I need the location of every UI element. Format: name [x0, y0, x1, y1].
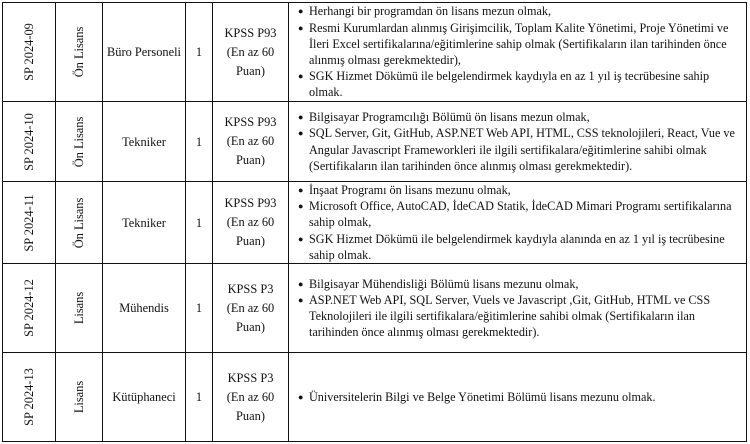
position-code: SP 2024-13 [22, 368, 36, 426]
bullet-icon: ● [298, 278, 304, 289]
requirement-item [298, 125, 740, 174]
requirement-item [298, 109, 740, 125]
bullet-icon: ● [298, 112, 304, 123]
position-title: Tekniker [103, 182, 186, 264]
job-listing-table-body [3, 3, 747, 442]
table-row [3, 353, 747, 442]
education-level: Lisans [72, 291, 86, 325]
requirements-list [298, 182, 740, 263]
education-level-cell [56, 102, 103, 182]
position-count: 1 [186, 102, 213, 182]
score-requirement-cell [213, 3, 289, 102]
score-minimum-line1: (En az 60 [226, 134, 275, 148]
requirement-item [298, 198, 740, 230]
requirements-list [298, 276, 740, 341]
score-minimum-line2: Puan) [236, 63, 265, 78]
position-title: Büro Personeli [103, 3, 186, 102]
bullet-icon: ● [298, 22, 304, 33]
requirement-text: Bilgisayar Mühendisliği Bölümü lisans mezunu olmak, [309, 276, 579, 291]
position-code-cell [3, 264, 56, 353]
score-minimum-line2: Puan) [236, 234, 265, 248]
table-row [3, 3, 747, 102]
position-code-cell [3, 3, 56, 102]
position-count: 1 [186, 264, 213, 353]
requirements-cell [289, 3, 747, 102]
education-level-cell [56, 353, 103, 442]
requirement-item [298, 292, 740, 341]
requirements-cell [289, 353, 747, 442]
requirement-text: İnşaat Programı ön lisans mezunu olmak, [309, 183, 511, 197]
requirement-text: Bilgisayar Programcılığı Bölümü ön lisans mezun olmak, [309, 110, 590, 125]
education-level-cell [56, 264, 103, 353]
requirement-item [298, 20, 740, 69]
requirement-item [298, 182, 740, 198]
bullet-icon: ● [298, 233, 304, 244]
requirement-text: Herhangi bir programdan ön lisans mezun olmak, [309, 4, 551, 19]
position-title: Kütüphaneci [103, 353, 186, 442]
requirements-cell [289, 264, 747, 353]
table-row [3, 182, 747, 264]
education-level: Lisans [72, 380, 86, 414]
requirement-text: Microsoft Office, AutoCAD, İdeCAD Statik, İdeCAD Mimari Programı sertifikalarına sahip olmak, [309, 199, 732, 230]
education-level: Ön Lisans [72, 26, 86, 78]
requirement-item [298, 389, 740, 405]
requirement-text: SGK Hizmet Dökümü ile belgelendirmek kaydıyla alanında en az 1 yıl iş tecrübesine sahip olmak. [309, 231, 725, 262]
score-minimum-line2: Puan) [236, 153, 265, 167]
bullet-icon: ● [298, 391, 304, 402]
score-minimum-line2: Puan) [236, 319, 265, 334]
score-requirement-cell [213, 353, 289, 442]
score-requirement-cell [213, 102, 289, 182]
position-count: 1 [186, 3, 213, 102]
score-minimum-line1: (En az 60 [226, 215, 275, 229]
position-count: 1 [186, 182, 213, 264]
position-code-cell [3, 102, 56, 182]
position-code: SP 2024-11 [22, 193, 36, 252]
education-level-cell [56, 3, 103, 102]
requirements-cell [289, 102, 747, 182]
position-code-cell [3, 353, 56, 442]
requirement-item [298, 3, 740, 19]
score-exam-type: KPSS P3 [227, 370, 274, 385]
position-code: SP 2024-12 [22, 279, 36, 337]
education-level-cell [56, 182, 103, 264]
table-row [3, 264, 747, 353]
requirements-list [298, 3, 740, 100]
requirement-text: Resmi Kurumlardan alınmış Girişimcilik, Toplam Kalite Yönetimi, Proje Yönetimi ve İleri Excel sertifikalarına/eğitimlerine sahip olmak (Sertifikaların ilan tarihinden önce alınmış olması gerekmektedir), [309, 20, 729, 67]
position-code: SP 2024-09 [22, 23, 36, 81]
requirements-cell [289, 182, 747, 264]
requirements-list [298, 389, 740, 405]
bullet-icon: ● [298, 294, 304, 305]
score-minimum-line1: (En az 60 [226, 389, 275, 404]
score-exam-type: KPSS P93 [224, 196, 277, 210]
requirements-list [298, 109, 740, 174]
score-requirement-cell [213, 264, 289, 353]
requirement-item [298, 276, 740, 292]
position-code: SP 2024-10 [22, 112, 36, 171]
bullet-icon: ● [298, 185, 304, 195]
bullet-icon: ● [298, 128, 304, 139]
position-title: Tekniker [103, 102, 186, 182]
score-exam-type: KPSS P93 [224, 25, 277, 40]
bullet-icon: ● [298, 6, 304, 17]
job-listing-table [2, 2, 747, 442]
score-minimum-line2: Puan) [236, 408, 265, 423]
score-minimum-line1: (En az 60 [226, 44, 275, 59]
position-code-cell [3, 182, 56, 264]
requirement-item [298, 231, 740, 263]
education-level: Ön Lisans [72, 197, 86, 248]
bullet-icon: ● [298, 71, 304, 82]
requirement-text: Üniversitelerin Bilgi ve Belge Yönetimi Bölümü lisans mezunu olmak. [309, 389, 656, 404]
score-exam-type: KPSS P93 [224, 115, 277, 129]
score-requirement-cell [213, 182, 289, 264]
score-exam-type: KPSS P3 [227, 281, 274, 296]
requirement-text: SGK Hizmet Dökümü ile belgelendirmek kaydıyla en az 1 yıl iş tecrübesine sahip olmak. [309, 69, 710, 100]
bullet-icon: ● [298, 201, 304, 212]
table-row [3, 102, 747, 182]
position-title: Mühendis [103, 264, 186, 353]
education-level: Ön Lisans [72, 116, 86, 167]
requirement-text: SQL Server, Git, GitHub, ASP.NET Web API, HTML, CSS teknolojileri, React, Vue ve Angular Javascript Frameworkleri ile ilgili sertifikalara/eğitimlerine sahibi olmak (Sertifikaların ilan tarihinden önce alınmış olması gerekmektedir). [309, 126, 735, 173]
requirement-item [298, 68, 740, 100]
requirement-text: ASP.NET Web API, SQL Server, Vuels ve Javascript ,Git, GitHub, HTML ve CSS Teknolojileri ile ilgili sertifikalara/eğitimlerine sahibi olmak (Sertifikaların ilan tarihinden önce alınmış olması gerekmektedir). [309, 292, 711, 340]
score-minimum-line1: (En az 60 [226, 300, 275, 315]
position-count: 1 [186, 353, 213, 442]
